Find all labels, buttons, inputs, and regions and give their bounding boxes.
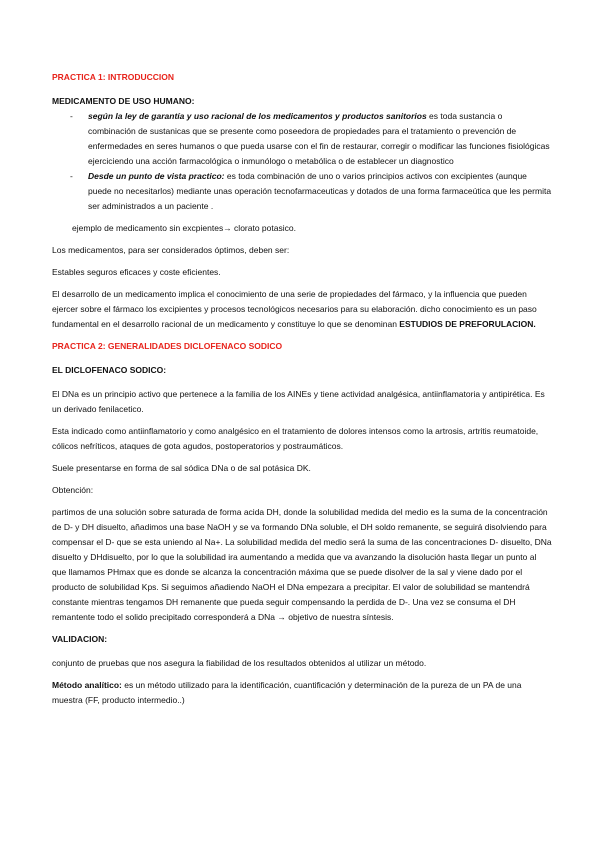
indicado-paragraph: Esta indicado como antiinflamatorio y como analgésico en el tratamiento de dolores intensos como la artrosis, artritis reumatoide, cólicos nefríticos, ataques de gota agudos, postoperatorios y postraumáticos. <box>52 426 539 451</box>
optimos-paragraph: Los medicamentos, para ser considerados óptimos, deben ser: <box>52 245 290 255</box>
definition-list <box>52 109 552 214</box>
definition-item-legal <box>52 109 552 169</box>
diclofenaco-heading: EL DICLOFENACO SODICO: <box>52 365 167 375</box>
practica-2-title: PRACTICA 2: GENERALIDADES DICLOFENACO SODICO <box>52 341 283 351</box>
metodo-lead: Método analítico: <box>52 680 122 690</box>
definition-item-practical <box>52 169 552 214</box>
obtencion-paragraph: partimos de una solución sobre saturada de forma acida DH, donde la solubilidad medida del medio es la suma de la concentración de D- y DH disuelto, añadimos una base NaOH y se va formando DNa soluble, el DH soldo remanente, se seguirá disolviendo para compensar el D- que se esta uniendo al Na+. La solubilidad medida del medio será la suma de las concentraciones D- disuelto, DNa disuelto y DHdisuelto, por lo que la solubilidad ira aumentando a medida que va avanzando la disolución hasta llegar un punto al que llamamos PHmax que es donde se alcanza la concentración máxima que se puede disolver de la sal y viene dado por el producto de solubilidad Kps. Si seguimos añadiendo NaOH el DNa empezara a precipitar. El valor de solubilidad se mantendrá constante mientras tengamos DH remanente que pueda seguir compensando la perdida de D-. Una vez se consuma el DH remantente todo el solido precipitado corresponderá a DNa → objetivo de nuestra síntesis. <box>52 507 552 622</box>
medicamento-heading: MEDICAMENTO DE USO HUMANO: <box>52 96 195 106</box>
practica-1-title: PRACTICA 1: INTRODUCCION <box>52 72 174 82</box>
practical-definition-lead: Desde un punto de vista practico: <box>88 171 225 181</box>
validacion-paragraph: conjunto de pruebas que nos asegura la fiabilidad de los resultados obtenidos al utilizar un método. <box>52 658 427 668</box>
legal-definition-text: es toda sustancia o combinación de sustanicas que se presente como poseedora de propiedades para el tratamiento o prevención de enfermedades en seres humanos o que pueda usarse con el fin de restaurar, corregir o modificar las funciones fisiológicas ejerciciendo una acción farmacológica o inmunólogo o metabólica o de establecer un diagnostico <box>88 111 550 166</box>
document-content <box>52 70 552 708</box>
preformulacion-term: ESTUDIOS DE PREFORULACION. <box>399 319 536 329</box>
legal-definition-lead: según la ley de garantía y uso racional de los medicamentos y productos sanitorios <box>88 111 427 121</box>
estables-paragraph: Estables seguros eficaces y coste eficientes. <box>52 267 221 277</box>
sal-paragraph: Suele presentarse en forma de sal sódica DNa o de sal potásica DK. <box>52 463 311 473</box>
practical-definition-text: es toda combinación de uno o varios principios activos con excipientes (aunque puede no necesitarlos) mediante unas operación tecnofarmaceuticas y dotados de una forma farmaceútica que les permita ser administrados a un paciente . <box>88 171 552 211</box>
dash-marker: - <box>70 111 73 121</box>
metodo-paragraph <box>52 678 552 708</box>
validacion-heading: VALIDACION: <box>52 634 108 644</box>
obtencion-label: Obtención: <box>52 485 94 495</box>
desarrollo-text: El desarrollo de un medicamento implica el conocimiento de una serie de propiedades del fármaco, y la influencia que pueden ejercer sobre el fármaco los excipientes y procesos tecnológicos necesarios para su elaboración. dicho conocimiento es un paso fundamental en el desarrollo racional de un medicamento y constituye lo que se denominan <box>52 289 537 329</box>
example-line: ejemplo de medicamento sin excpientes→ clorato potasico. <box>72 223 296 233</box>
dna-paragraph: El DNa es un principio activo que pertenece a la familia de los AINEs y tiene actividad analgésica, antiinflamatoria y antipirética. Es un derivado fenilacetico. <box>52 389 545 414</box>
desarrollo-paragraph <box>52 287 552 332</box>
dash-marker: - <box>70 171 73 181</box>
metodo-text: es un método utilizado para la identificación, cuantificación y determinación de la pureza de un PA de una muestra (FF, producto intermedio..) <box>52 680 522 705</box>
